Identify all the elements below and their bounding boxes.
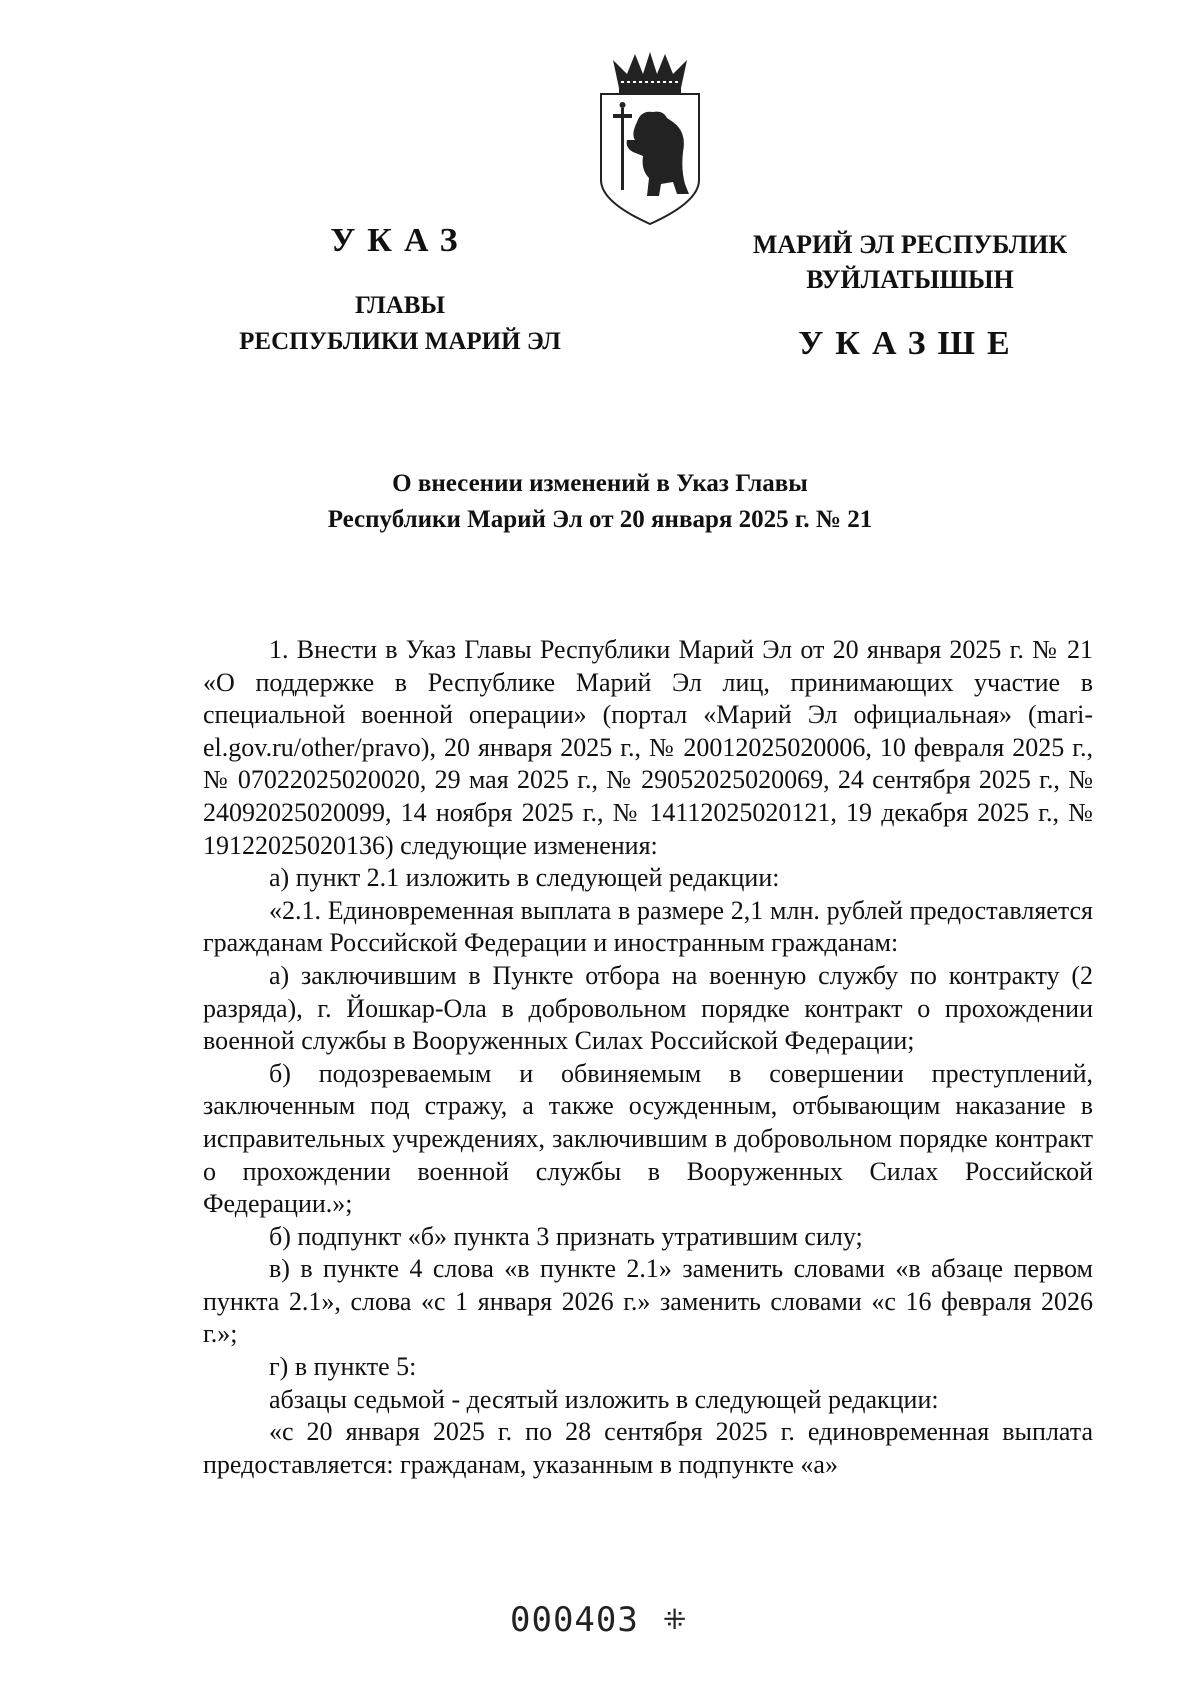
mari-heading-line1: МАРИЙ ЭЛ РЕСПУБЛИК: [752, 230, 1068, 259]
ukaz-heading: УКАЗ: [330, 222, 470, 259]
serial-number: 000403: [510, 1600, 639, 1640]
coat-of-arms-emblem: [597, 52, 703, 228]
asterism-mark: ⁜: [662, 1603, 688, 1636]
glavy-heading: ГЛАВЫ: [354, 292, 446, 319]
crown-icon: [613, 52, 687, 93]
paragraph: «с 20 января 2025 г. по 28 сентября 2025 г. единовременная выплата предоставляется: гражданам, указанным в подпункте «а»: [203, 1417, 1093, 1479]
document-title-line2: Республики Марий Эл от 20 января 2025 г. № 21: [327, 506, 873, 533]
document-title-line1: О внесении изменений в Указ Главы: [392, 470, 808, 497]
ukazshe-heading: УКАЗШЕ: [798, 325, 1022, 362]
paragraph: а) пункт 2.1 изложить в следующей редакции:: [269, 863, 780, 893]
paragraph: г) в пункте 5:: [269, 1352, 417, 1382]
document-body: [203, 634, 1093, 1481]
paragraph: «2.1. Единовременная выплата в размере 2,1 млн. рублей предоставляется гражданам Российской Федерации и иностранным гражданам:: [203, 895, 1093, 958]
paragraph: б) подпункт «б» пункта 3 признать утратившим силу;: [269, 1221, 863, 1251]
paragraph: 1. Внести в Указ Главы Республики Марий Эл от 20 января 2025 г. № 21 «О поддержке в Республике Марий Эл лиц, принимающих участие в специальной военной операции» (портал «Марий Эл официальная» (mari-el.gov.ru/other/pravo), 20 января 2025 г., № 20012025020006, 10 февраля 2025 г., № 07022025020020, 29 мая 2025 г., № 29052025020069, 24 сентября 2025 г., № 24092025020099, 14 ноября 2025 г., № 14112025020121, 19 декабря 2025 г., № 19122025020136) следующие изменения:: [203, 635, 1093, 860]
paragraph: в) в пункте 4 слова «в пункте 2.1» заменить словами «в абзаце первом пункта 2.1», слова «с 1 января 2026 г.» заменить словами «с 16 февраля 2026 г.»;: [203, 1254, 1093, 1349]
paragraph: абзацы седьмой - десятый изложить в следующей редакции:: [269, 1384, 939, 1414]
document-serial: [510, 1600, 810, 1640]
paragraph: б) подозреваемым и обвиняемым в совершении преступлений, заключенным под стражу, а также осужденным, отбывающим наказание в исправительных учреждениях, заключившим в добровольном порядке контракт о прохождении военной службы в Вооруженных Силах Российской Федерации.»;: [203, 1058, 1093, 1219]
mari-heading-line2: ВУЙЛАТЫШЫН: [806, 265, 1014, 294]
paragraph: а) заключившим в Пункте отбора на военную службу по контракту (2 разряда), г. Йошкар-Ола в добровольном порядке контракт о прохождении военной службы в Вооруженных Силах Российской Федерации;: [203, 960, 1093, 1056]
respubliki-heading: РЕСПУБЛИКИ МАРИЙ ЭЛ: [239, 328, 561, 355]
